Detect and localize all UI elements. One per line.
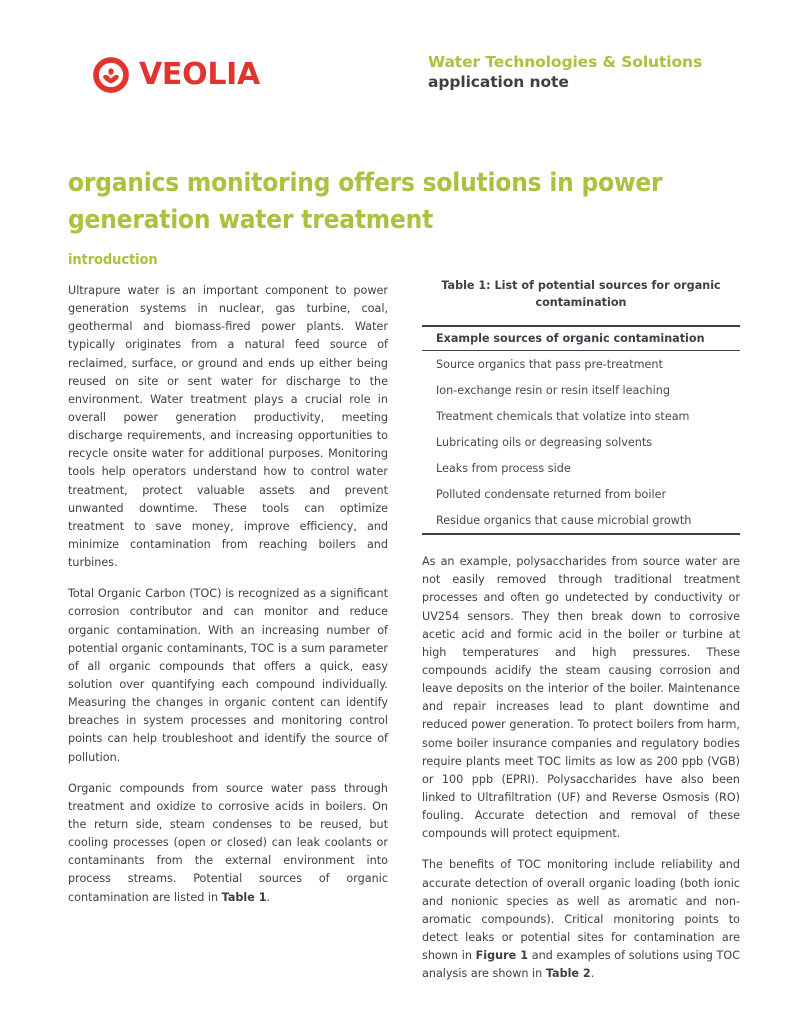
header-doctype-label: application note — [428, 73, 569, 92]
table1-cell: Treatment chemicals that volatize into steam — [436, 409, 690, 423]
table1-header-row — [422, 326, 740, 351]
left-column — [68, 252, 388, 907]
right-column — [422, 278, 740, 983]
intro-paragraph-2: Total Organic Carbon (TOC) is recognized as a significant corrosion contributor and can monitor and reduce organic contamination. With an increasing number of potential organic contaminants, TOC is a sum parameter of all organic compounds that offers a quick, easy solution over quantifying each compound individually. Measuring the changes in organic content can identify breaches in system processes and monitoring control points can help troubleshoot and identify the source of pollution. — [68, 587, 388, 764]
veolia-logo-mark-icon — [92, 56, 130, 94]
page-header — [68, 52, 728, 114]
table1-cell: Source organics that pass pre-treatment — [436, 357, 663, 371]
table1-reference: Table 1 — [221, 890, 267, 904]
header-division-label: Water Technologies & Solutions — [428, 53, 703, 71]
veolia-wordmark: VEOLIA — [139, 57, 260, 92]
right-paragraph-2-part1: The benefits of TOC monitoring include reliability and accurate detection of overall organic loading (both ionic and nonionic species as well as aromatic and non-aromatic compounds). Critical monitoring points to detect leaks or potential sites for contamination are shown in — [422, 858, 740, 963]
right-paragraph-2 — [422, 856, 740, 983]
table2-reference: Table 2 — [545, 967, 591, 981]
right-paragraph-2-part2: and examples of solutions using TOC analysis are shown in — [422, 949, 741, 981]
table1-col-header: Example sources of organic contamination — [422, 326, 740, 351]
table1-cell: Polluted condensate returned from boiler — [436, 487, 667, 501]
table1-cell: Leaks from process side — [436, 461, 571, 475]
intro-paragraph-3 — [68, 780, 388, 907]
table-row — [422, 403, 740, 429]
table1-cell: Residue organics that cause microbial growth — [436, 513, 692, 527]
intro-paragraph-3-prefix: Organic compounds from source water pass through treatment and oxidize to corrosive acids in boilers. On the return side, steam condenses to be reused, but cooling processes (open or closed) can leak coolants or contaminants from the external environment into process streams. Potential sources of organic contamination are listed in — [68, 781, 388, 904]
header-right-block — [428, 52, 728, 93]
table-row — [422, 377, 740, 403]
intro-paragraph-1: Ultrapure water is an important component to power generation systems in nuclear, gas turbine, coal, geothermal and biomass-fired power plants. Water typically originates from a natural feed source of reclaimed, surface, or ground and ends up either being reused on site or sent water for discharge to the environment. Water treatment plays a crucial role in overall power generation productivity, meeting discharge requirements, and increasing opportunities to recycle onsite water for additional purposes. Monitoring tools help operators understand how to control water treatment, protect valuable assets and prevent unwanted downtime. These tools can optimize treatment to save money, improve efficiency, and minimize contamination from reaching boilers and turbines. — [68, 284, 388, 570]
table-row — [422, 455, 740, 481]
table1-body — [422, 351, 740, 535]
table1-cell: Ion-exchange resin or resin itself leaching — [436, 383, 670, 397]
table-row — [422, 429, 740, 455]
table1-cell: Lubricating oils or degreasing solvents — [436, 435, 653, 449]
page-title: organics monitoring offers solutions in power generation water treatment — [68, 168, 663, 236]
intro-paragraph-3-suffix: . — [266, 890, 271, 904]
table1-head — [422, 326, 740, 351]
table-row — [422, 481, 740, 507]
table1 — [422, 325, 740, 535]
table-row — [422, 507, 740, 534]
table-row — [422, 351, 740, 378]
section-heading-introduction: introduction — [68, 252, 158, 268]
right-paragraph-1: As an example, polysaccharides from source water are not easily removed through traditional treatment processes and often go undetected by conductivity or UV254 sensors. They then break down to corrosive acetic acid and formic acid in the boiler or turbine at high temperatures and high pressures. These compounds acidify the steam causing corrosion and leave deposits on the interior of the boiler. Maintenance and repair increases lead to plant downtime and reduced power generation. To protect boilers from harm, some boiler insurance companies and regulatory bodies require plants meet TOC limits as low as 200 ppb (VGB) or 100 ppb (EPRI). Polysaccharides have also been linked to Ultrafiltration (UF) and Reverse Osmosis (RO) fouling. Accurate detection and removal of these compounds will protect equipment. — [422, 555, 740, 841]
table1-caption: Table 1: List of potential sources for organic contamination — [441, 279, 721, 309]
right-paragraph-2-part3: . — [590, 967, 595, 981]
right-column-body — [422, 553, 740, 983]
figure1-reference: Figure 1 — [475, 949, 529, 963]
veolia-logo — [92, 56, 260, 94]
